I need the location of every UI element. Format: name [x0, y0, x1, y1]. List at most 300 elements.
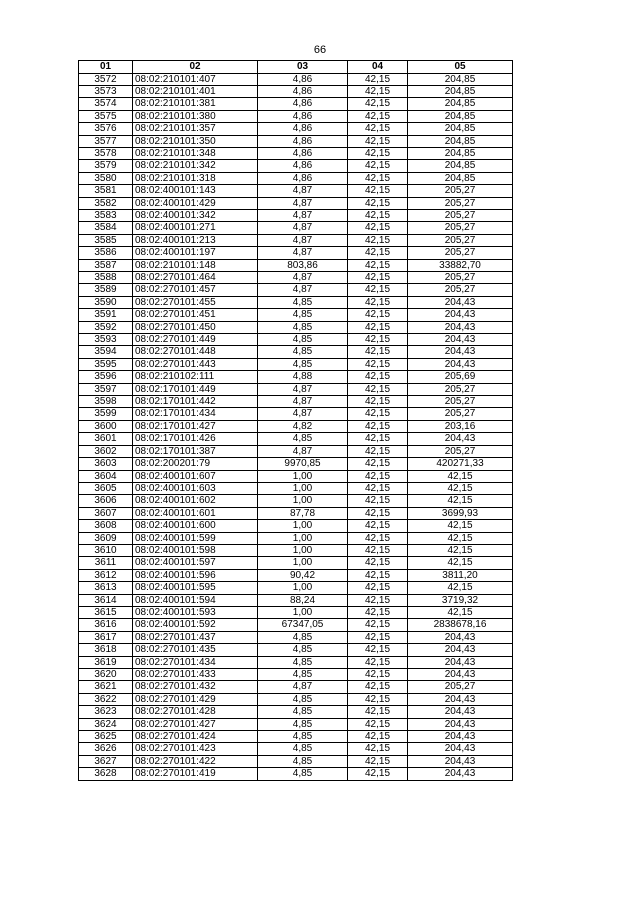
- table-cell: 204,85: [408, 98, 513, 110]
- table-cell: 3586: [79, 247, 133, 259]
- table-cell: 42,15: [408, 470, 513, 482]
- column-header: 01: [79, 61, 133, 74]
- table-cell: 3602: [79, 445, 133, 457]
- table-cell: 3609: [79, 532, 133, 544]
- table-cell: 204,43: [408, 706, 513, 718]
- table-cell: 1,00: [258, 532, 348, 544]
- table-cell: 08:02:400101:143: [133, 185, 258, 197]
- table-cell: 08:02:170101:442: [133, 396, 258, 408]
- table-cell: 42,15: [348, 147, 408, 159]
- table-cell: 08:02:170101:387: [133, 445, 258, 457]
- table-cell: 4,87: [258, 197, 348, 209]
- table-cell: 90,42: [258, 569, 348, 581]
- table-cell: 08:02:270101:455: [133, 296, 258, 308]
- table-cell: 1,00: [258, 582, 348, 594]
- table-cell: 08:02:200201:79: [133, 458, 258, 470]
- table-cell: 42,15: [408, 557, 513, 569]
- table-row: [79, 582, 513, 594]
- table-row: [79, 706, 513, 718]
- table-cell: 42,15: [348, 383, 408, 395]
- table-cell: 4,85: [258, 718, 348, 730]
- table-cell: 4,86: [258, 110, 348, 122]
- table-cell: 4,87: [258, 681, 348, 693]
- table-row: [79, 768, 513, 780]
- table-row: [79, 755, 513, 767]
- table-row: [79, 606, 513, 618]
- table-cell: 08:02:400101:213: [133, 234, 258, 246]
- table-cell: 3575: [79, 110, 133, 122]
- page-number: 66: [313, 44, 327, 56]
- column-header: 05: [408, 61, 513, 74]
- table-cell: 205,27: [408, 284, 513, 296]
- table-row: [79, 644, 513, 656]
- table-cell: 08:02:400101:596: [133, 569, 258, 581]
- table-cell: 3594: [79, 346, 133, 358]
- table-cell: 204,85: [408, 135, 513, 147]
- table-cell: 204,43: [408, 669, 513, 681]
- table-cell: 3617: [79, 631, 133, 643]
- table-cell: 08:02:400101:592: [133, 619, 258, 631]
- table-cell: 42,15: [348, 433, 408, 445]
- table-cell: 08:02:270101:457: [133, 284, 258, 296]
- table-cell: 3623: [79, 706, 133, 718]
- table-cell: 42,15: [348, 396, 408, 408]
- table-cell: 1,00: [258, 544, 348, 556]
- table-cell: 4,85: [258, 706, 348, 718]
- table-cell: 3583: [79, 209, 133, 221]
- table-cell: 420271,33: [408, 458, 513, 470]
- table-cell: 3578: [79, 147, 133, 159]
- table-row: [79, 160, 513, 172]
- table-cell: 4,85: [258, 731, 348, 743]
- table-cell: 3595: [79, 358, 133, 370]
- table-cell: 204,43: [408, 358, 513, 370]
- table-cell: 204,43: [408, 433, 513, 445]
- table-cell: 42,15: [348, 755, 408, 767]
- table-cell: 08:02:270101:434: [133, 656, 258, 668]
- table-row: [79, 185, 513, 197]
- table-cell: 4,85: [258, 631, 348, 643]
- table-row: [79, 396, 513, 408]
- table-cell: 42,15: [348, 85, 408, 97]
- table-cell: 4,85: [258, 309, 348, 321]
- table-cell: 204,43: [408, 693, 513, 705]
- table-cell: 204,43: [408, 631, 513, 643]
- table-cell: 08:02:270101:450: [133, 321, 258, 333]
- table-cell: 205,27: [408, 681, 513, 693]
- table-row: [79, 470, 513, 482]
- table-row: [79, 172, 513, 184]
- table-cell: 08:02:270101:443: [133, 358, 258, 370]
- table-cell: 204,43: [408, 309, 513, 321]
- table-cell: 42,15: [348, 631, 408, 643]
- table-header-row: [79, 61, 513, 74]
- table-cell: 4,86: [258, 73, 348, 85]
- table-cell: 4,87: [258, 234, 348, 246]
- table-cell: 204,43: [408, 743, 513, 755]
- table-cell: 42,15: [348, 743, 408, 755]
- table-cell: 1,00: [258, 606, 348, 618]
- table-cell: 08:02:400101:271: [133, 222, 258, 234]
- table-cell: 08:02:170101:449: [133, 383, 258, 395]
- table-cell: 08:02:270101:437: [133, 631, 258, 643]
- table-cell: 4,85: [258, 669, 348, 681]
- table-cell: 42,15: [348, 644, 408, 656]
- column-header: 03: [258, 61, 348, 74]
- table-cell: 08:02:210102:111: [133, 371, 258, 383]
- table-cell: 3616: [79, 619, 133, 631]
- table-cell: 205,27: [408, 222, 513, 234]
- table-cell: 42,15: [348, 135, 408, 147]
- table-cell: 42,15: [348, 334, 408, 346]
- table-cell: 1,00: [258, 557, 348, 569]
- table-cell: 42,15: [348, 272, 408, 284]
- table-cell: 08:02:170101:427: [133, 420, 258, 432]
- table-cell: 42,15: [348, 358, 408, 370]
- table-cell: 42,15: [348, 309, 408, 321]
- table-cell: 42,15: [348, 669, 408, 681]
- table-cell: 3587: [79, 259, 133, 271]
- table-cell: 08:02:170101:434: [133, 408, 258, 420]
- table-cell: 08:02:400101:595: [133, 582, 258, 594]
- table-cell: 205,27: [408, 247, 513, 259]
- table-cell: 42,15: [348, 594, 408, 606]
- table-cell: 42,15: [348, 284, 408, 296]
- table-cell: 3699,93: [408, 507, 513, 519]
- table-row: [79, 669, 513, 681]
- table-row: [79, 619, 513, 631]
- table-cell: 42,15: [348, 98, 408, 110]
- table-cell: 3620: [79, 669, 133, 681]
- table-cell: 3579: [79, 160, 133, 172]
- table-cell: 4,85: [258, 346, 348, 358]
- table-cell: 08:02:270101:428: [133, 706, 258, 718]
- table-cell: 08:02:400101:598: [133, 544, 258, 556]
- table-cell: 3603: [79, 458, 133, 470]
- table-cell: 42,15: [348, 606, 408, 618]
- table-cell: 42,15: [348, 482, 408, 494]
- table-cell: 4,87: [258, 185, 348, 197]
- table-cell: 08:02:210101:148: [133, 259, 258, 271]
- table-cell: 08:02:210101:348: [133, 147, 258, 159]
- table-cell: 08:02:270101:423: [133, 743, 258, 755]
- table-cell: 1,00: [258, 520, 348, 532]
- table-row: [79, 197, 513, 209]
- table-cell: 08:02:400101:607: [133, 470, 258, 482]
- table-cell: 08:02:270101:451: [133, 309, 258, 321]
- table-cell: 08:02:270101:429: [133, 693, 258, 705]
- table-row: [79, 284, 513, 296]
- table-row: [79, 98, 513, 110]
- table-cell: 204,85: [408, 147, 513, 159]
- table-row: [79, 234, 513, 246]
- table-cell: 3719,32: [408, 594, 513, 606]
- table-cell: 42,15: [348, 693, 408, 705]
- table-cell: 3615: [79, 606, 133, 618]
- table-cell: 3626: [79, 743, 133, 755]
- table-cell: 08:02:400101:599: [133, 532, 258, 544]
- table-cell: 42,15: [348, 557, 408, 569]
- table-cell: 42,15: [348, 507, 408, 519]
- table-cell: 204,43: [408, 768, 513, 780]
- table-cell: 08:02:270101:464: [133, 272, 258, 284]
- table-cell: 204,85: [408, 160, 513, 172]
- table-cell: 4,86: [258, 160, 348, 172]
- table-cell: 4,87: [258, 247, 348, 259]
- table-cell: 3621: [79, 681, 133, 693]
- table-row: [79, 110, 513, 122]
- table-cell: 3596: [79, 371, 133, 383]
- table-cell: 08:02:270101:419: [133, 768, 258, 780]
- table-cell: 803,86: [258, 259, 348, 271]
- table-cell: 1,00: [258, 495, 348, 507]
- column-header: 02: [133, 61, 258, 74]
- table-cell: 3577: [79, 135, 133, 147]
- table-cell: 4,88: [258, 371, 348, 383]
- table-cell: 205,27: [408, 209, 513, 221]
- table-cell: 4,86: [258, 85, 348, 97]
- table-cell: 4,85: [258, 644, 348, 656]
- table-cell: 4,85: [258, 755, 348, 767]
- table-cell: 33882,70: [408, 259, 513, 271]
- table-row: [79, 445, 513, 457]
- table-cell: 3597: [79, 383, 133, 395]
- table-cell: 9970,85: [258, 458, 348, 470]
- table-row: [79, 296, 513, 308]
- table-cell: 4,87: [258, 383, 348, 395]
- table-row: [79, 594, 513, 606]
- table-cell: 4,87: [258, 396, 348, 408]
- table-cell: 42,15: [348, 110, 408, 122]
- table-cell: 3589: [79, 284, 133, 296]
- table-cell: 204,85: [408, 110, 513, 122]
- table-row: [79, 743, 513, 755]
- table-cell: 3573: [79, 85, 133, 97]
- table-cell: 42,15: [348, 247, 408, 259]
- table-cell: 42,15: [348, 185, 408, 197]
- table-cell: 08:02:210101:357: [133, 123, 258, 135]
- table-cell: 204,43: [408, 644, 513, 656]
- table-cell: 4,87: [258, 222, 348, 234]
- table-cell: 1,00: [258, 482, 348, 494]
- table-cell: 3581: [79, 185, 133, 197]
- table-cell: 4,85: [258, 321, 348, 333]
- table-cell: 4,87: [258, 445, 348, 457]
- table-row: [79, 495, 513, 507]
- table-row: [79, 544, 513, 556]
- table-cell: 3576: [79, 123, 133, 135]
- table-cell: 3604: [79, 470, 133, 482]
- table-cell: 4,86: [258, 135, 348, 147]
- table-cell: 3624: [79, 718, 133, 730]
- table-cell: 42,15: [348, 544, 408, 556]
- table-cell: 3574: [79, 98, 133, 110]
- table-row: [79, 718, 513, 730]
- table-cell: 42,15: [348, 408, 408, 420]
- table-cell: 08:02:210101:401: [133, 85, 258, 97]
- table-cell: 08:02:400101:600: [133, 520, 258, 532]
- table-cell: 4,86: [258, 172, 348, 184]
- data-table: [78, 60, 513, 781]
- table-cell: 4,87: [258, 209, 348, 221]
- table-cell: 42,15: [348, 234, 408, 246]
- table-cell: 08:02:270101:433: [133, 669, 258, 681]
- table-cell: 67347,05: [258, 619, 348, 631]
- table-cell: 08:02:400101:342: [133, 209, 258, 221]
- table-cell: 08:02:400101:601: [133, 507, 258, 519]
- table-cell: 42,15: [348, 495, 408, 507]
- table-cell: 3593: [79, 334, 133, 346]
- table-cell: 4,86: [258, 147, 348, 159]
- table-cell: 42,15: [348, 768, 408, 780]
- table-cell: 42,15: [408, 606, 513, 618]
- table-cell: 4,82: [258, 420, 348, 432]
- table-cell: 42,15: [348, 172, 408, 184]
- table-cell: 08:02:400101:597: [133, 557, 258, 569]
- table-row: [79, 408, 513, 420]
- table-cell: 205,27: [408, 396, 513, 408]
- table-cell: 204,43: [408, 656, 513, 668]
- table-cell: 204,43: [408, 296, 513, 308]
- table-cell: 4,87: [258, 408, 348, 420]
- table-cell: 42,15: [348, 731, 408, 743]
- table-cell: 3599: [79, 408, 133, 420]
- table-row: [79, 520, 513, 532]
- table-cell: 4,85: [258, 296, 348, 308]
- table-cell: 08:02:210101:407: [133, 73, 258, 85]
- table-cell: 3606: [79, 495, 133, 507]
- table-cell: 203,16: [408, 420, 513, 432]
- table-row: [79, 272, 513, 284]
- table-cell: 42,15: [348, 718, 408, 730]
- table-cell: 4,85: [258, 433, 348, 445]
- table-cell: 08:02:210101:350: [133, 135, 258, 147]
- table-cell: 205,27: [408, 234, 513, 246]
- table-cell: 204,85: [408, 172, 513, 184]
- table-row: [79, 631, 513, 643]
- table-cell: 42,15: [348, 296, 408, 308]
- table-cell: 08:02:270101:435: [133, 644, 258, 656]
- table-body: [79, 73, 513, 780]
- table-cell: 08:02:210101:381: [133, 98, 258, 110]
- table-row: [79, 371, 513, 383]
- table-cell: 204,85: [408, 85, 513, 97]
- table-cell: 42,15: [348, 582, 408, 594]
- table-cell: 3613: [79, 582, 133, 594]
- table-cell: 4,86: [258, 98, 348, 110]
- table-cell: 08:02:170101:426: [133, 433, 258, 445]
- table-cell: 3598: [79, 396, 133, 408]
- table-cell: 42,15: [348, 371, 408, 383]
- table-cell: 42,15: [348, 346, 408, 358]
- table-cell: 3622: [79, 693, 133, 705]
- table-cell: 205,27: [408, 445, 513, 457]
- table-cell: 3572: [79, 73, 133, 85]
- column-header: 04: [348, 61, 408, 74]
- table-cell: 42,15: [348, 197, 408, 209]
- table-row: [79, 458, 513, 470]
- table-cell: 3601: [79, 433, 133, 445]
- table-row: [79, 147, 513, 159]
- table-cell: 3584: [79, 222, 133, 234]
- table-row: [79, 321, 513, 333]
- table-cell: 2838678,16: [408, 619, 513, 631]
- table-cell: 08:02:270101:432: [133, 681, 258, 693]
- table-cell: 88,24: [258, 594, 348, 606]
- table-row: [79, 507, 513, 519]
- table-cell: 3582: [79, 197, 133, 209]
- table-cell: 204,85: [408, 123, 513, 135]
- table-cell: 3605: [79, 482, 133, 494]
- table-cell: 3592: [79, 321, 133, 333]
- table-row: [79, 123, 513, 135]
- table-cell: 42,15: [348, 123, 408, 135]
- table-row: [79, 569, 513, 581]
- table-row: [79, 681, 513, 693]
- table-cell: 3610: [79, 544, 133, 556]
- table-row: [79, 135, 513, 147]
- table-cell: 3627: [79, 755, 133, 767]
- table-cell: 42,15: [348, 209, 408, 221]
- table-row: [79, 209, 513, 221]
- table-cell: 42,15: [348, 458, 408, 470]
- table-cell: 204,43: [408, 718, 513, 730]
- table-cell: 204,85: [408, 73, 513, 85]
- table-cell: 42,15: [408, 544, 513, 556]
- table-cell: 205,27: [408, 272, 513, 284]
- table-cell: 08:02:270101:424: [133, 731, 258, 743]
- table-cell: 3580: [79, 172, 133, 184]
- table-cell: 204,43: [408, 755, 513, 767]
- table-cell: 3612: [79, 569, 133, 581]
- table-cell: 204,43: [408, 731, 513, 743]
- table-cell: 08:02:270101:449: [133, 334, 258, 346]
- table-cell: 3811,20: [408, 569, 513, 581]
- table-cell: 08:02:270101:427: [133, 718, 258, 730]
- table-cell: 08:02:210101:318: [133, 172, 258, 184]
- table-cell: 42,15: [348, 520, 408, 532]
- table-cell: 4,85: [258, 768, 348, 780]
- table-cell: 4,86: [258, 123, 348, 135]
- table-cell: 3607: [79, 507, 133, 519]
- table-cell: 4,85: [258, 656, 348, 668]
- table-cell: 3600: [79, 420, 133, 432]
- table-cell: 87,78: [258, 507, 348, 519]
- table-cell: 42,15: [348, 532, 408, 544]
- table-cell: 3628: [79, 768, 133, 780]
- table-row: [79, 73, 513, 85]
- table-cell: 3608: [79, 520, 133, 532]
- table-row: [79, 557, 513, 569]
- table-cell: 4,87: [258, 272, 348, 284]
- table-cell: 08:02:270101:448: [133, 346, 258, 358]
- table-cell: 3614: [79, 594, 133, 606]
- table-cell: 08:02:400101:197: [133, 247, 258, 259]
- table-cell: 42,15: [348, 706, 408, 718]
- table-row: [79, 383, 513, 395]
- table-cell: 08:02:400101:593: [133, 606, 258, 618]
- table-cell: 08:02:400101:429: [133, 197, 258, 209]
- table-row: [79, 693, 513, 705]
- table-cell: 42,15: [348, 656, 408, 668]
- table-cell: 42,15: [408, 520, 513, 532]
- table-row: [79, 222, 513, 234]
- table-cell: 42,15: [348, 569, 408, 581]
- table-cell: 3588: [79, 272, 133, 284]
- table-row: [79, 346, 513, 358]
- table-row: [79, 656, 513, 668]
- table-cell: 08:02:400101:594: [133, 594, 258, 606]
